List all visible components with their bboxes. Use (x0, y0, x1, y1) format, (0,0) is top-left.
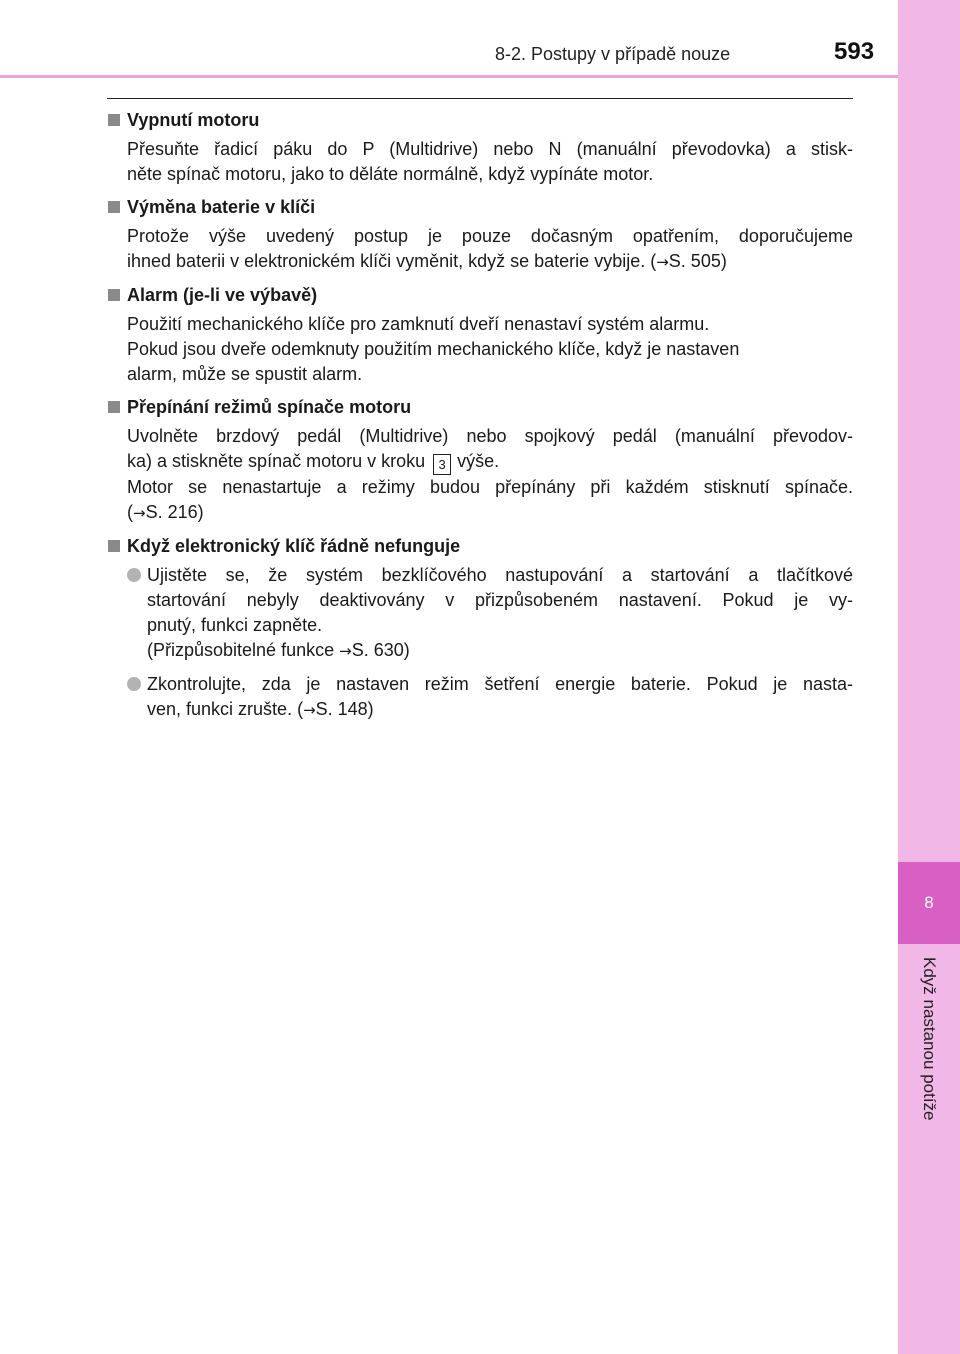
text-line: Pokud jsou dveře odemknuty použitím mechanického klíče, když je nastaven (127, 339, 740, 359)
section-title: Přepínání režimů spínače motoru (127, 397, 412, 417)
section-title: Vypnutí motoru (127, 110, 260, 130)
square-bullet-icon (108, 540, 120, 552)
text-line: alarm, může se spustit alarm. (127, 364, 363, 384)
header-section-title: 8-2. Postupy v případě nouze (495, 44, 731, 64)
text-line: pnutý, funkci zapněte. (147, 615, 323, 635)
round-bullet-icon (127, 568, 141, 582)
header-divider (0, 75, 898, 78)
square-bullet-icon (108, 401, 120, 413)
list-item (127, 563, 853, 664)
section-title: Alarm (je-li ve výbavě) (127, 285, 318, 305)
section-title: Když elektronický klíč řádně nefunguje (127, 536, 461, 556)
text-line: (→S. 216) (127, 502, 204, 522)
section-engine-off (107, 108, 853, 187)
square-bullet-icon (108, 114, 120, 126)
section-body (107, 563, 853, 723)
section-engine-switch-modes (107, 395, 853, 526)
section-title: Výměna baterie v klíči (127, 197, 316, 217)
arrow-right-icon: → (339, 642, 352, 660)
page-header (0, 0, 960, 78)
section-key-malfunction (107, 534, 853, 723)
page-content (107, 108, 853, 731)
section-body (107, 224, 853, 275)
text-line: ihned baterii v elektronickém klíči vyměnit, když se baterie vybije. (→S. 505) (127, 251, 727, 271)
step-number-badge: 3 (433, 454, 451, 475)
text-line: Ujistěte se, že systém bezklíčového nastupování a startování a tlačítkové (147, 565, 853, 585)
chapter-number: 8 (924, 893, 934, 912)
text-line: Uvolněte brzdový pedál (Multidrive) nebo spojkový pedál (manuální převodov- (127, 426, 853, 446)
arrow-right-icon: → (303, 701, 316, 719)
section-alarm (107, 283, 853, 387)
text-line: Zkontrolujte, zda je nastaven režim šetření energie baterie. Pokud je nasta- (147, 674, 853, 694)
text-line: ven, funkci zrušte. (→S. 148) (147, 699, 374, 719)
text-line: startování nebyly deaktivovány v přizpůsobeném nastavení. Pokud je vy- (147, 590, 853, 610)
arrow-right-icon: → (133, 504, 146, 522)
chapter-number-tab (898, 862, 960, 944)
arrow-right-icon: → (656, 253, 669, 271)
list-item (127, 672, 853, 723)
text-line: Protože výše uvedený postup je pouze dočasným opatřením, doporučujeme (127, 226, 853, 246)
round-bullet-icon (127, 677, 141, 691)
section-body (107, 312, 853, 387)
chapter-title: Když nastanou potíže (920, 957, 939, 1121)
chapter-sidebar (898, 0, 960, 1354)
text-line: (Přizpůsobitelné funkce →S. 630) (147, 640, 410, 660)
square-bullet-icon (108, 289, 120, 301)
text-line: Přesuňte řadicí páku do P (Multidrive) nebo N (manuální převodovka) a stisk- (127, 139, 853, 159)
section-key-battery (107, 195, 853, 275)
square-bullet-icon (108, 201, 120, 213)
text-line: Motor se nenastartuje a režimy budou přepínány při každém stisknutí spínače. (127, 477, 853, 497)
text-line: ka) a stiskněte spínač motoru v kroku 3 výše. (127, 449, 853, 475)
content-top-rule (107, 98, 853, 99)
section-body (107, 424, 853, 526)
text-line: něte spínač motoru, jako to děláte normálně, když vypínáte motor. (127, 164, 654, 184)
text-line: Použití mechanického klíče pro zamknutí dveří nenastaví systém alarmu. (127, 314, 710, 334)
page-number: 593 (834, 38, 875, 65)
section-body (107, 137, 853, 187)
